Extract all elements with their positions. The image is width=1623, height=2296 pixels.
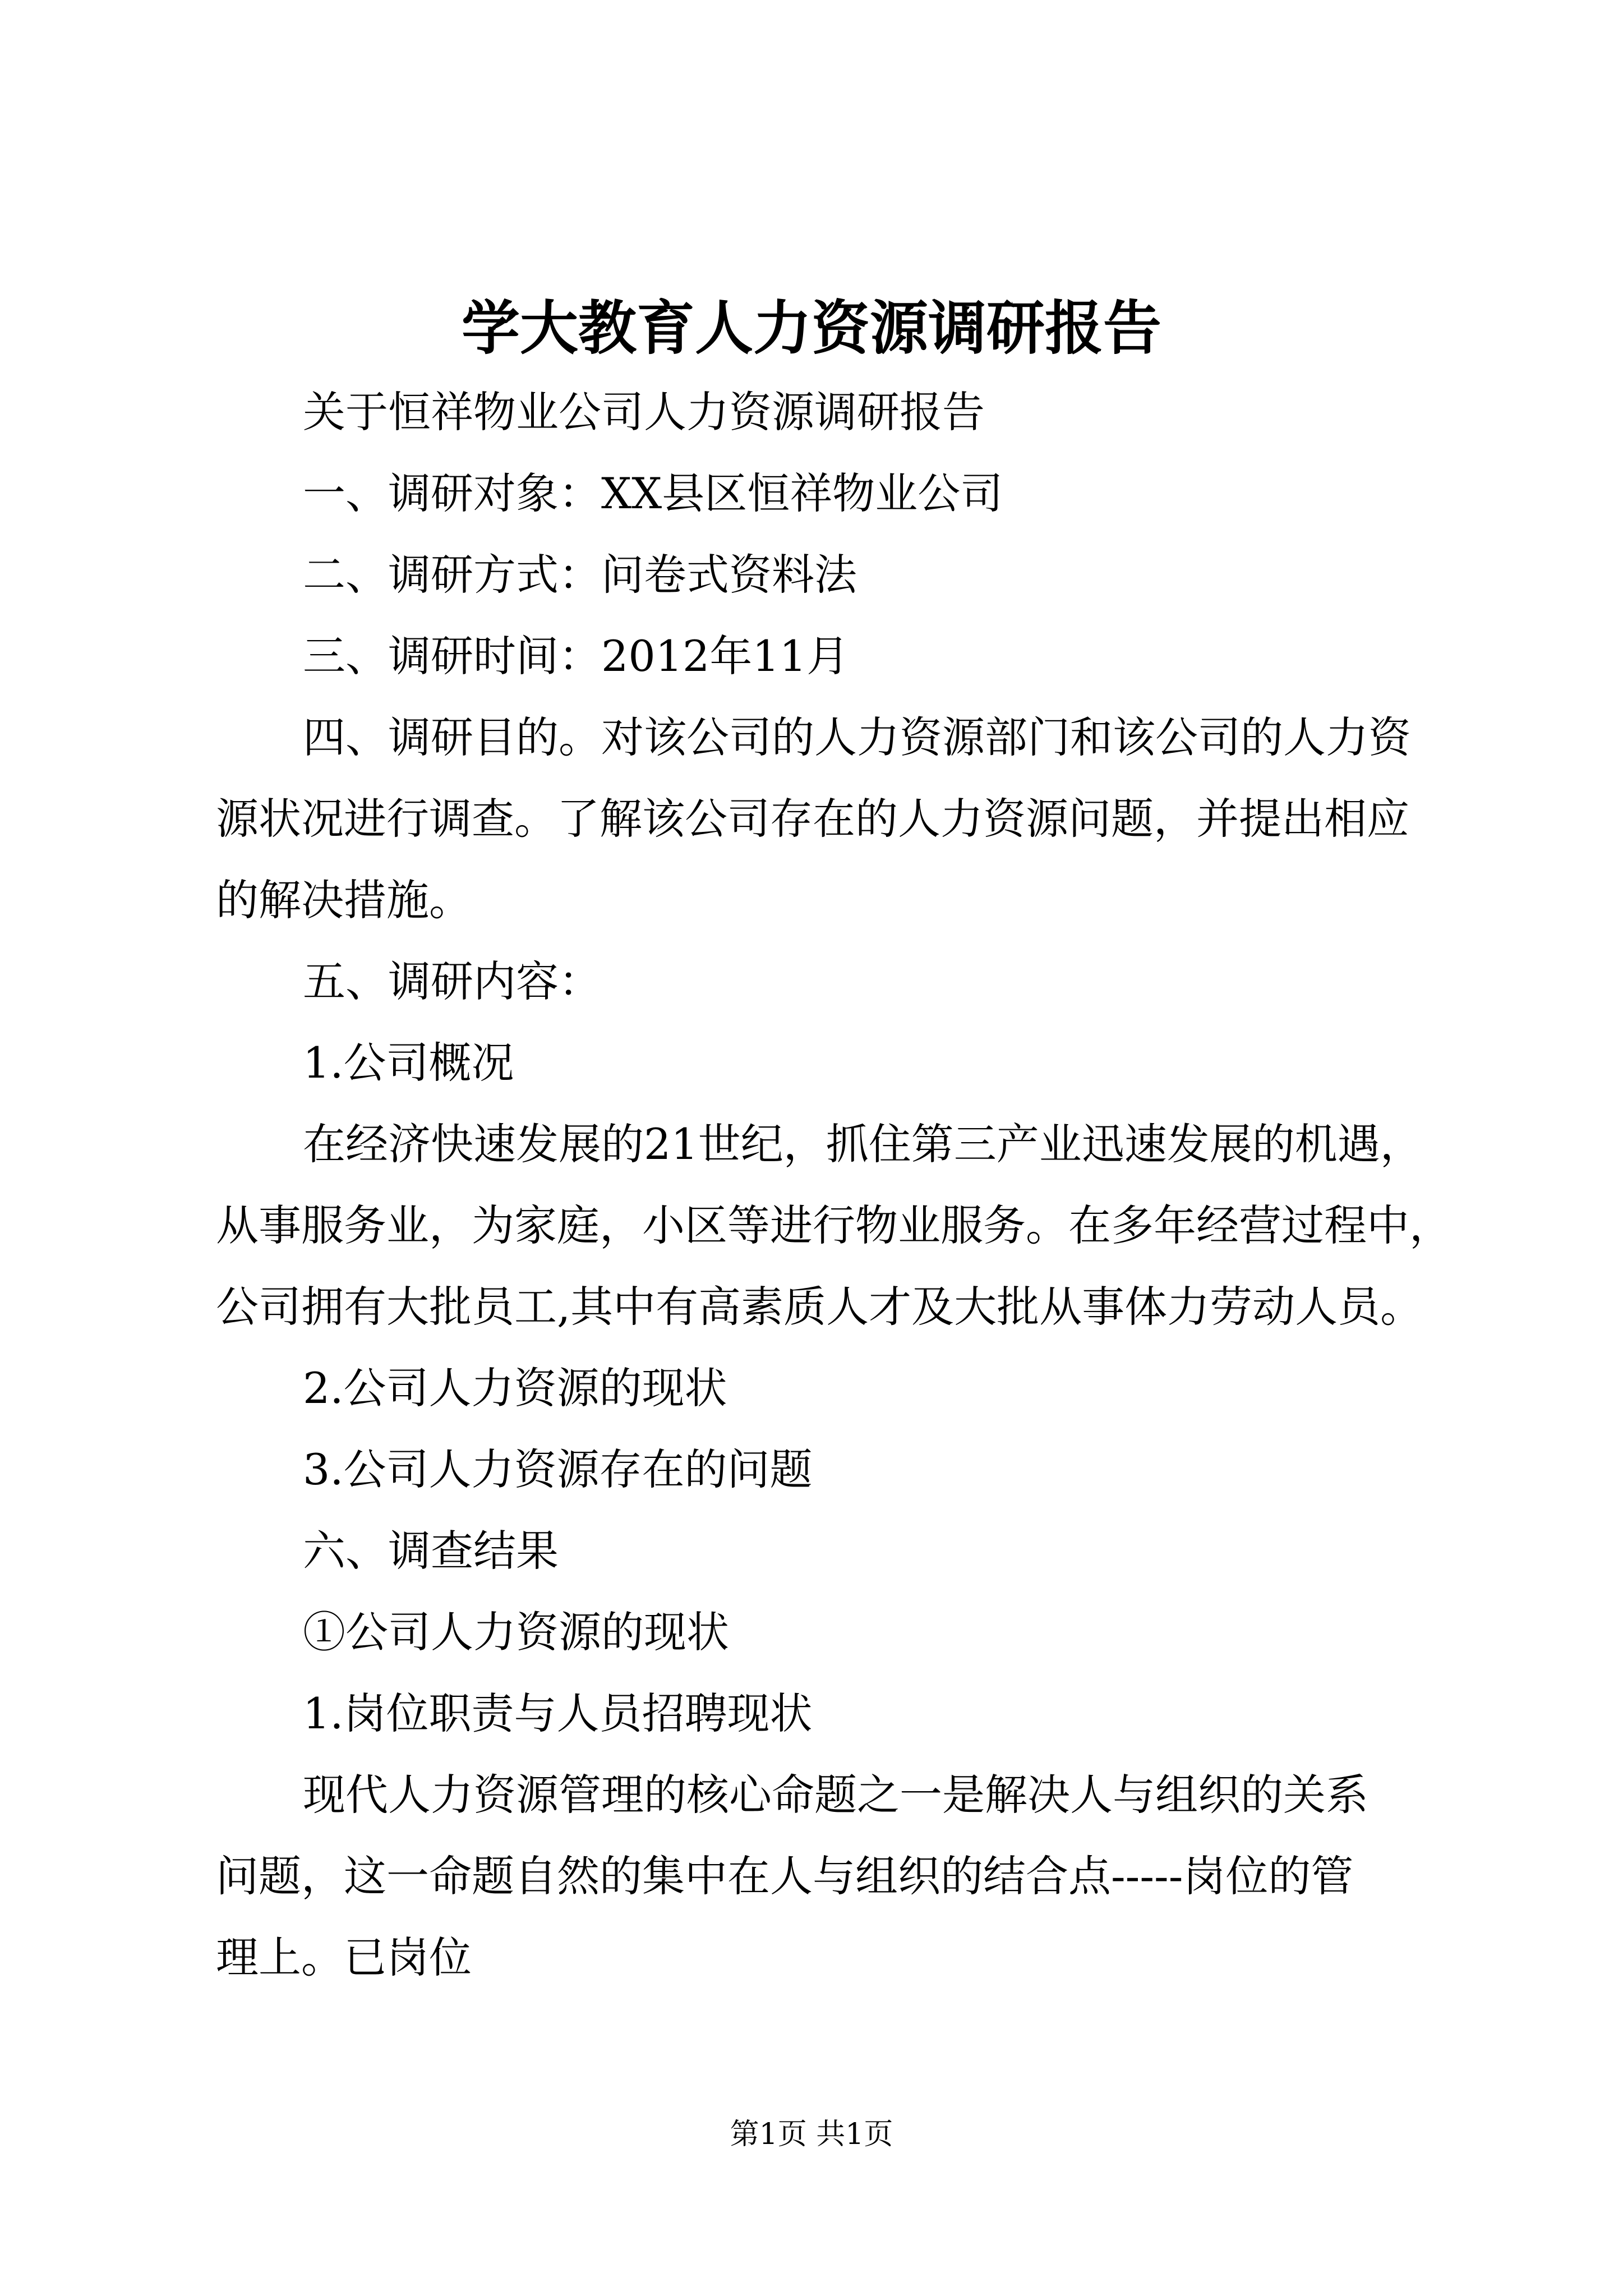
text-line: 理上。已岗位: [216, 1932, 472, 1982]
page-footer: 第1页 共1页: [730, 2118, 893, 2151]
text-line: ①公司人力资源的现状: [303, 1607, 729, 1657]
text-line: 源状况进行调查。了解该公司存在的人力资源问题，并提出相应: [216, 794, 1409, 844]
text-line: 问题，这一命题自然的集中在人与组织的结合点-----岗位的管: [216, 1851, 1354, 1901]
text-line: 四、调研目的。对该公司的人力资源部门和该公司的人力资: [303, 712, 1411, 762]
text-line: 3.公司人力资源存在的问题: [303, 1444, 813, 1494]
text-line: 三、调研时间：2012年11月: [303, 631, 850, 681]
text-line: 六、调查结果: [303, 1526, 559, 1576]
text-line: 2.公司人力资源的现状: [303, 1363, 727, 1413]
text-line: 公司拥有大批员工,其中有高素质人才及大批从事体力劳动人员。: [216, 1282, 1423, 1332]
text-line: 二、调研方式：问卷式资料法: [303, 550, 857, 600]
text-line: 1.岗位职责与人员招聘现状: [303, 1688, 813, 1738]
text-line: 从事服务业，为家庭，小区等进行物业服务。在多年经营过程中，: [216, 1200, 1452, 1250]
text-line: 在经济快速发展的21世纪，抓住第三产业迅速发展的机遇，: [303, 1119, 1423, 1169]
text-line: 现代人力资源管理的核心命题之一是解决人与组织的关系: [303, 1770, 1368, 1820]
text-line: 五、调研内容：: [303, 956, 601, 1006]
text-line: 一、调研对象：XX县区恒祥物业公司: [303, 468, 1003, 518]
text-line: 关于恒祥物业公司人力资源调研报告: [303, 387, 985, 437]
text-line: 的解决措施。: [216, 875, 472, 925]
document-title: 学大教育人力资源调研报告: [461, 293, 1161, 362]
text-line: 1.公司概况: [303, 1038, 514, 1088]
